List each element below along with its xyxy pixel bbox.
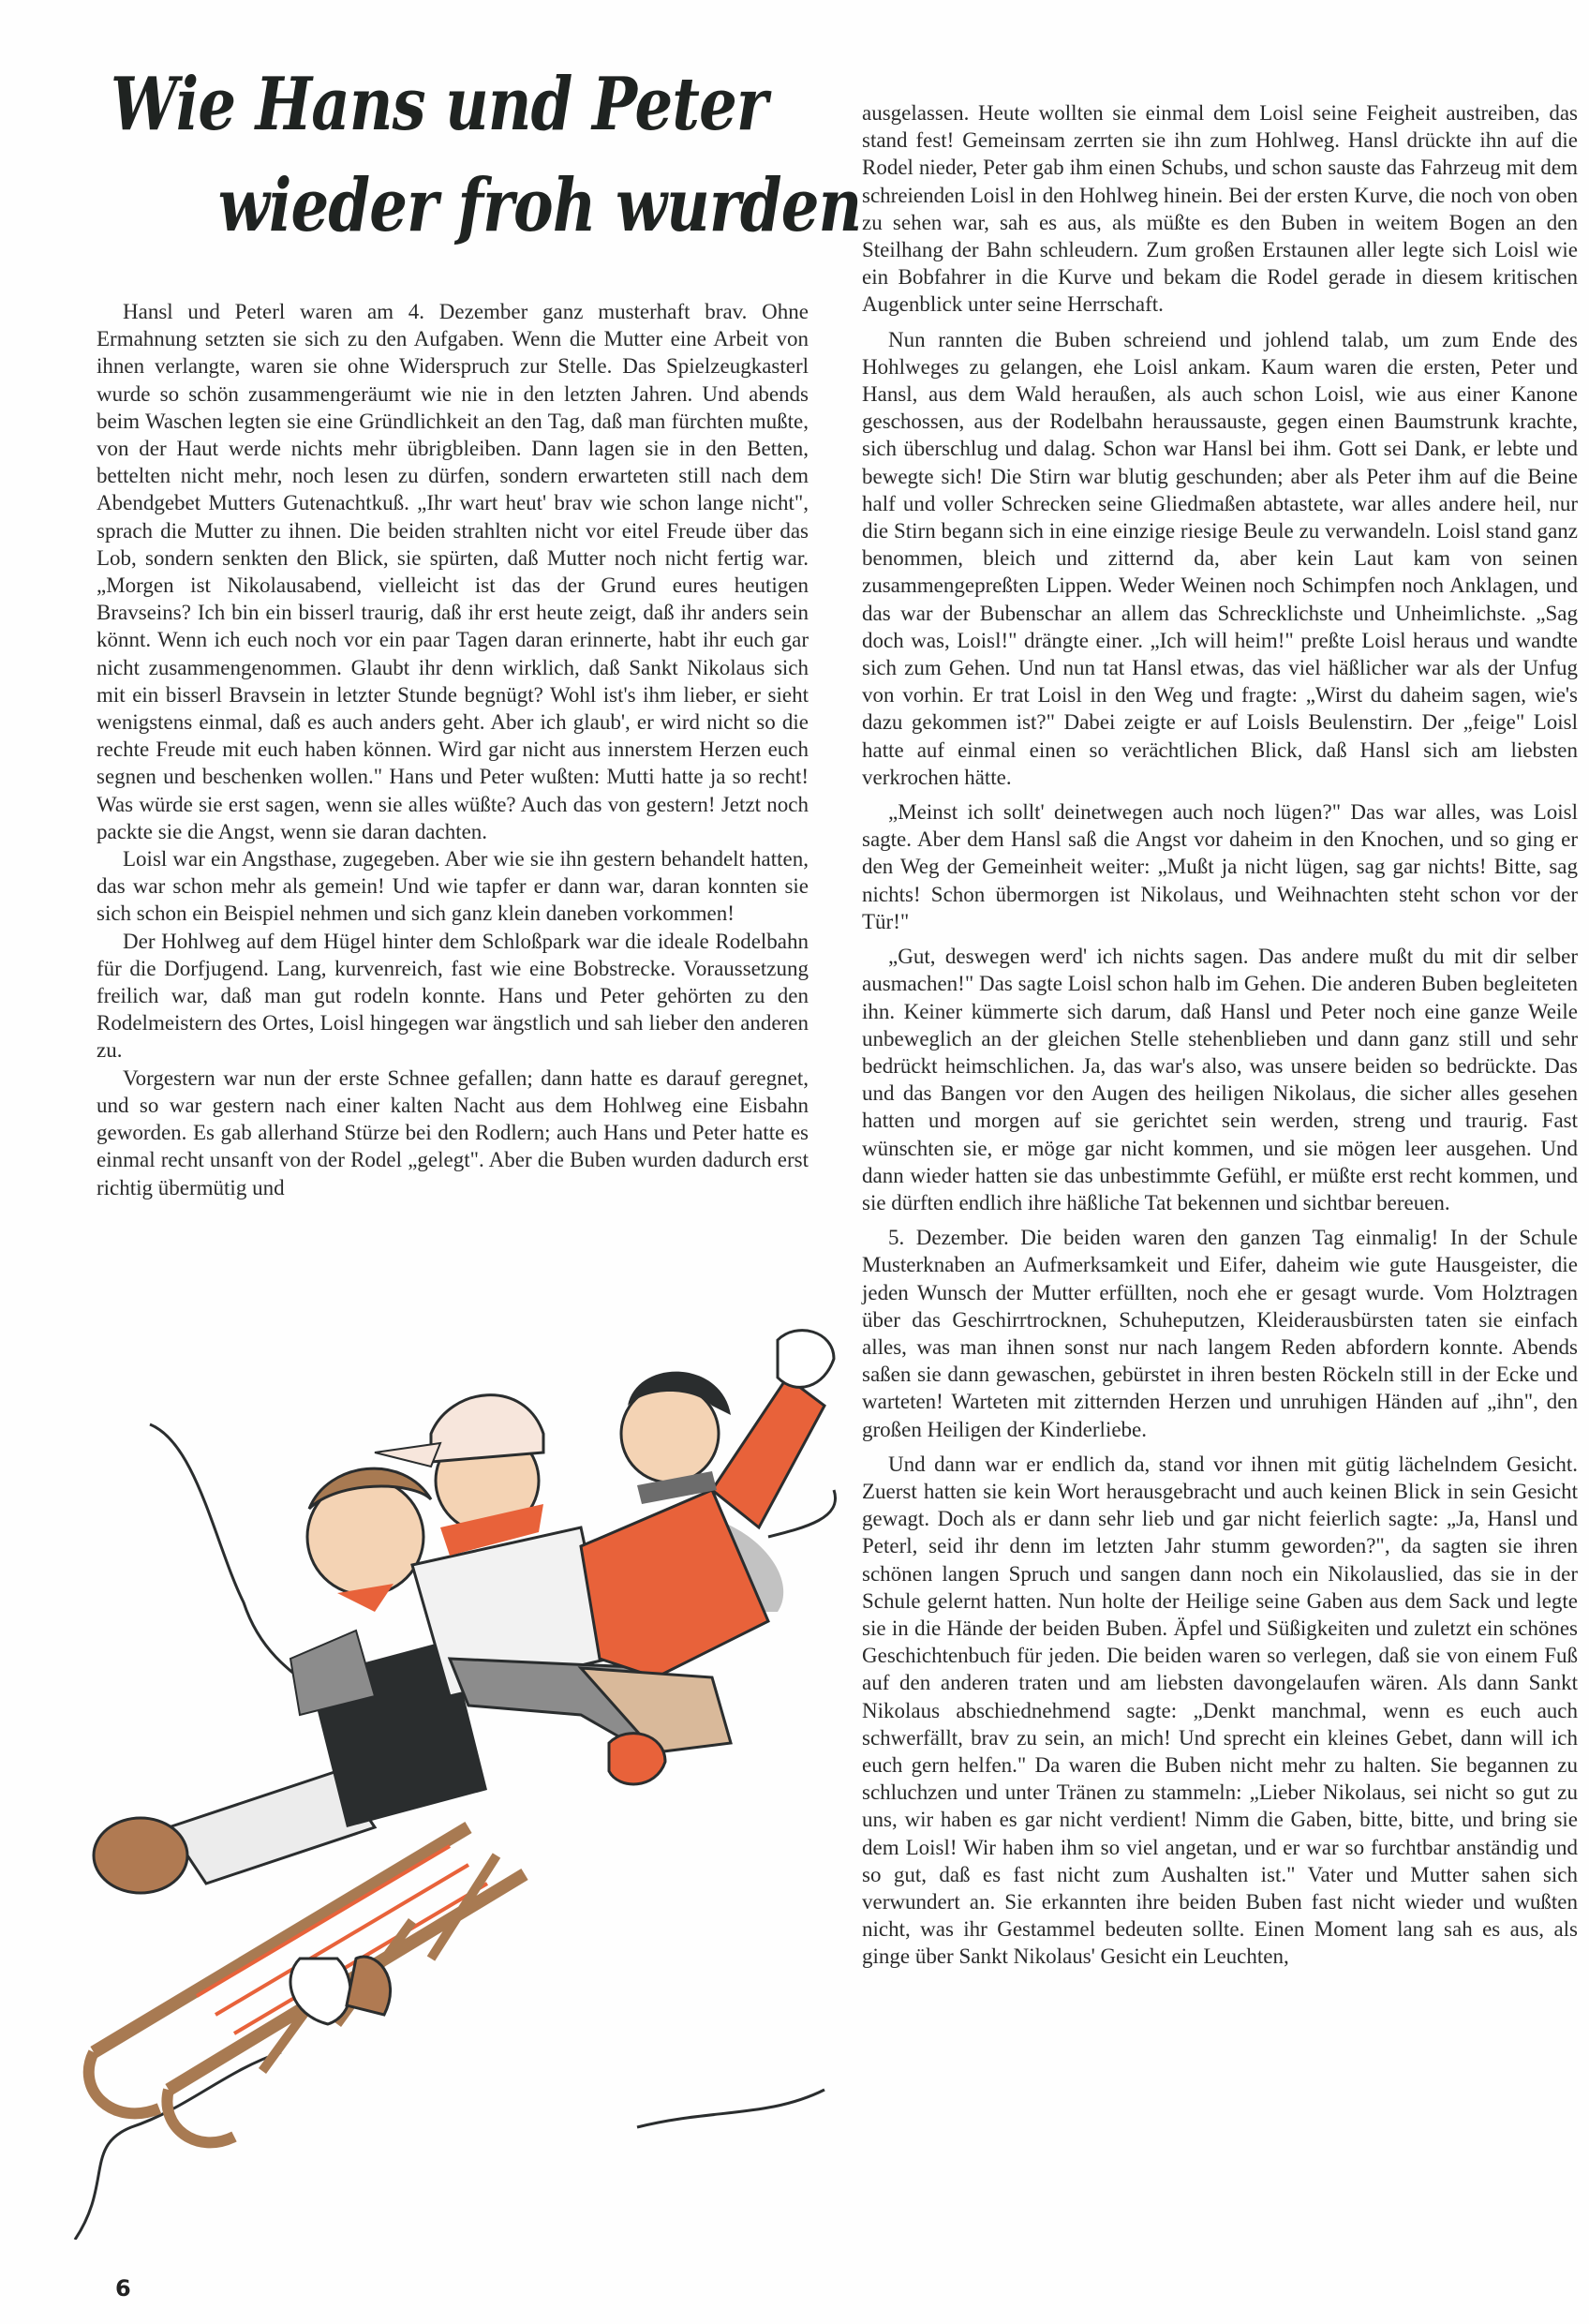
paragraph: Und dann war er endlich da, stand vor ihnen mit gütig lächelndem Gesicht. Zuerst hatten sie kein Wort herausgebracht und auch keinen Blick in sein Gesicht gewagt. Doch als er dann sehr lieb und gar nicht feierlich sagte: „Ja, Hansl und Peterl, seid ihr denn im letzten Jahr stumm geworden?", da sagten sie ihren schönen langen Spruch und sangen dann noch ein Nikolauslied, das sie in der Schule gelernt hatten. Nun holte der Heilige seine Gaben aus dem Sack und legte sie in die Hände der beiden Buben. Äpfel und Süßigkeiten und zuletzt ein schönes Geschichtenbuch für jeden. Die beiden waren so verlegen, daß sie von einem Fuß auf den anderen traten und am liebsten davongelaufen wären. Als dann Sankt Nikolaus abschiednehmend sagte: „Denkt manchmal, wenn es euch auch schwerfällt, brav zu sein, an mich! Und sprecht ein kleines Gebet, dann will ich euch gern helfen." Da waren die Buben nicht mehr zu halten. Sie begannen zu schluchzen und unter Tränen zu stammeln: „Lieber Nikolaus, sei nicht so gut zu uns, wir haben es gar nicht verdient! Nimm die Gaben, bitte, bitte, und bring sie dem Loisl! Wir haben ihm so viel angetan, und er war so furchtbar anständig und so gut, daß es fast nicht zum Aushalten ist." Vater und Mutter sahen sich verwundert an. Sie erkannten ihre beiden Buben fast nicht wieder und wußten nicht, was ihr Gestammel bedeuten sollte. Einen Moment lang sah es aus, als ginge über Sankt Nikolaus' Gesicht ein Leuchten, [862, 1452, 1578, 1969]
boys-sledding-drawing [56, 1303, 862, 2240]
title-line-2: wieder froh wurden [217, 163, 862, 248]
right-text-column [862, 99, 1578, 1971]
paragraph: „Meinst ich sollt' deinetwegen auch noch lügen?" Das war alles, was Loisl sagte. Aber dem Hansl saß die Angst vor daheim in den Knochen, und so ging er den Weg der Gemeinheit weiter: „Mußt ja nicht lügen, sag gar nichts! Bitte, sag nichts! Schon übermorgen ist Nikolaus, und Weihnachten steht schon vor der Tür!" [862, 800, 1578, 933]
sled-illustration [56, 1303, 862, 2240]
title-line-1: Wie Hans und Peter [111, 62, 767, 147]
paragraph: Der Hohlweg auf dem Hügel hinter dem Schloßpark war die ideale Rodelbahn für die Dorfjugend. Lang, kurvenreich, fast wie eine Bobstrecke. Voraussetzung freilich war, daß man gut rodeln konnte. Hans und Peter gehörten zu den Rodelmeistern des Ortes, Loisl hingegen war ängstlich und sah lieber den anderen zu. [97, 929, 809, 1063]
page-number: 6 [115, 2275, 131, 2302]
paragraph: 5. Dezember. Die beiden waren den ganzen Tag einmalig! In der Schule Musterknaben an Aufmerksamkeit und Eifer, daheim wie gute Hausgeister, die jeden Wunsch der Mutter erfüllten, noch ehe er gesagt wurde. Vom Holztragen über das Geschirrtrocknen, Schuheputzen, Kleiderausbürsten taten sie einfach alles, was man ihnen sonst nur nach langem Reden abfordern konnte. Abends saßen sie dann gewaschen, gebürstet in ihren besten Röckeln still in der Ecke und warteten! Warteten mit zitternden Herzen und unruhigen Händen auf „ihn", den großen Heiligen der Kinderliebe. [862, 1226, 1578, 1441]
paragraph: Vorgestern war nun der erste Schnee gefallen; dann hatte es darauf geregnet, und so war gestern nach einer kalten Nacht aus dem Hohlweg eine Eisbahn geworden. Es gab allerhand Stürze bei den Rodlern; auch Hans und Peter hatte es einmal recht unsanft von der Rodel „gelegt". Aber die Buben wurden dadurch erst richtig übermütig und [97, 1065, 809, 1199]
paragraph: Loisl war ein Angsthase, zugegeben. Aber wie sie ihn gestern behandelt hatten, das war schon mehr als gemein! Und wie tapfer er dann war, daran konnten sie sich schon ein Beispiel nehmen und sich ganz klein daneben vorkommen! [97, 847, 809, 926]
article-title [111, 54, 862, 257]
left-text-column [97, 298, 809, 1201]
paragraph: Hansl und Peterl waren am 4. Dezember ganz musterhaft brav. Ohne Ermahnung setzten sie sich zu den Aufgaben. Wenn die Mutter eine Arbeit von ihnen verlangte, waren sie ohne Widerspruch zur Stelle. Das Spielzeugkasterl wurde so schön zusammengeräumt wie nie in den letzten Jahren. Und abends beim Waschen legten sie eine Gründlichkeit an den Tag, daß man fürchten mußte, von der Haut werde nichts mehr übrigbleiben. Dann lagen sie in den Betten, bettelten nicht mehr, noch lesen zu dürfen, sondern erwarteten still nach dem Abendgebet Mutters Gutenachtkuß. „Ihr wart heut' brav wie schon lange nicht", sprach die Mutter zu ihnen. Die beiden strahlten nicht vor eitel Freude über das Lob, sondern senkten den Blick, sie spürten, daß Mutter noch nicht fertig war. „Morgen ist Nikolausabend, vielleicht ist das der Grund eures heutigen Bravseins? Ich bin ein bisserl traurig, daß ihr erst heute zeigt, daß ihr anders sein könnt. Wenn ich euch noch vor ein paar Tagen daran erinnerte, habt ihr euch gar nicht zusammengenommen. Glaubt ihr denn wirklich, daß Sankt Nikolaus sich mit ein bisserl Bravsein in letzter Stunde begnügt? Wohl ist's ihm lieber, er sieht wenigstens einmal, daß es auch anders geht. Aber ich glaub', er wird nicht so die rechte Freude mit euch haben können. Wird gar nicht aus innerstem Herzen euch segnen und beschenken wollen." Hans und Peter wußten: Mutti hatte ja so recht! Was würde sie erst sagen, wenn sie alles wüßte? Auch das von gestern! Jetzt noch packte sie die Angst, wenn sie daran dachten. [97, 300, 809, 843]
paragraph: ausgelassen. Heute wollten sie einmal dem Loisl seine Feigheit austreiben, das stand fest! Gemeinsam zerrten sie ihn zum Hohlweg. Hansl drückte ihn auf die Rodel nieder, Peter gab ihm einen Schubs, und schon sauste das Fahrzeug mit dem schreienden Loisl in den Hohlweg hinein. Bei der ersten Kurve, die noch von oben zu sehen war, sah es aus, als müßte es den Buben in weitem Bogen an den Steilhang der Bahn schleudern. Zum großen Erstaunen aller legte sich Loisl wie ein Bobfahrer in die Kurve und bekam die Rodel gerade in diesem kritischen Augenblick unter seine Herrschaft. [862, 101, 1578, 317]
paragraph: Nun rannten die Buben schreiend und johlend talab, um zum Ende des Hohlweges zu gelangen, ehe Loisl ankam. Kaum waren die ersten, Peter und Hansl, aus dem Wald heraußen, als auch schon Loisl, wie aus einer Kanone geschossen, aus der Rodelbahn heraussauste, gegen einen Baumstrunk krachte, sich überschlug und dalag. Schon war Hansl bei ihm. Gott sei Dank, er lebte und bewegte sich! Die Stirn war blutig geschunden; aber als Peter ihm auf die Beine half und voller Schrecken seine Gliedmaßen abtastete, war alles andere heil, nur die Stirn begann sich in eine einzige riesige Beule zu verwandeln. Loisl stand ganz benommen, bleich und zitternd da, aber kein Laut kam von seinen zusammengepreßten Lippen. Weder Weinen noch Schimpfen noch Anklagen, und das war der Bubenschar an allem das Schrecklichste und Unheimlichste. „Sag doch was, Loisl!" drängte einer. „Ich will heim!" preßte Loisl heraus und wandte sich zum Gehen. Und nun tat Hansl etwas, das viel häßlicher war als der Unfug von vorhin. Er trat Loisl in den Weg und fragte: „Wirst du daheim sagen, wie's dazu gekommen ist?" Dabei zeigte er auf Loisls Beulenstirn. Der „feige" Loisl hatte auf einmal einen so verächtlichen Blick, daß Hansl sich am liebsten verkrochen hätte. [862, 327, 1578, 789]
paragraph: „Gut, deswegen werd' ich nichts sagen. Das andere mußt du mit dir selber ausmachen!" Das sagte Loisl schon halb im Gehen. Die anderen Buben begleiteten ihn. Keiner kümmerte sich darum, daß Hansl und Peter noch eine ganze Weile unbeweglich an der gleichen Stelle stehenblieben und dann ganz still und sehr bedrückt heimschlichen. Ja, das war's also, was unsere beiden so bedrückte. Das und das Bangen vor den Augen des heiligen Nikolaus, die sicher alles gesehen hatten und morgen auf sie gerichtet sein werden, streng und traurig. Fast wünschten sie, er möge gar nicht kommen, und sie mögen leer ausgehen. Und dann wieder hatten sie das unbestimmte Gefühl, er müßte erst recht kommen, und sie dürften endlich ihre häßliche Tat bekennen und sichtbar bereuen. [862, 945, 1578, 1214]
